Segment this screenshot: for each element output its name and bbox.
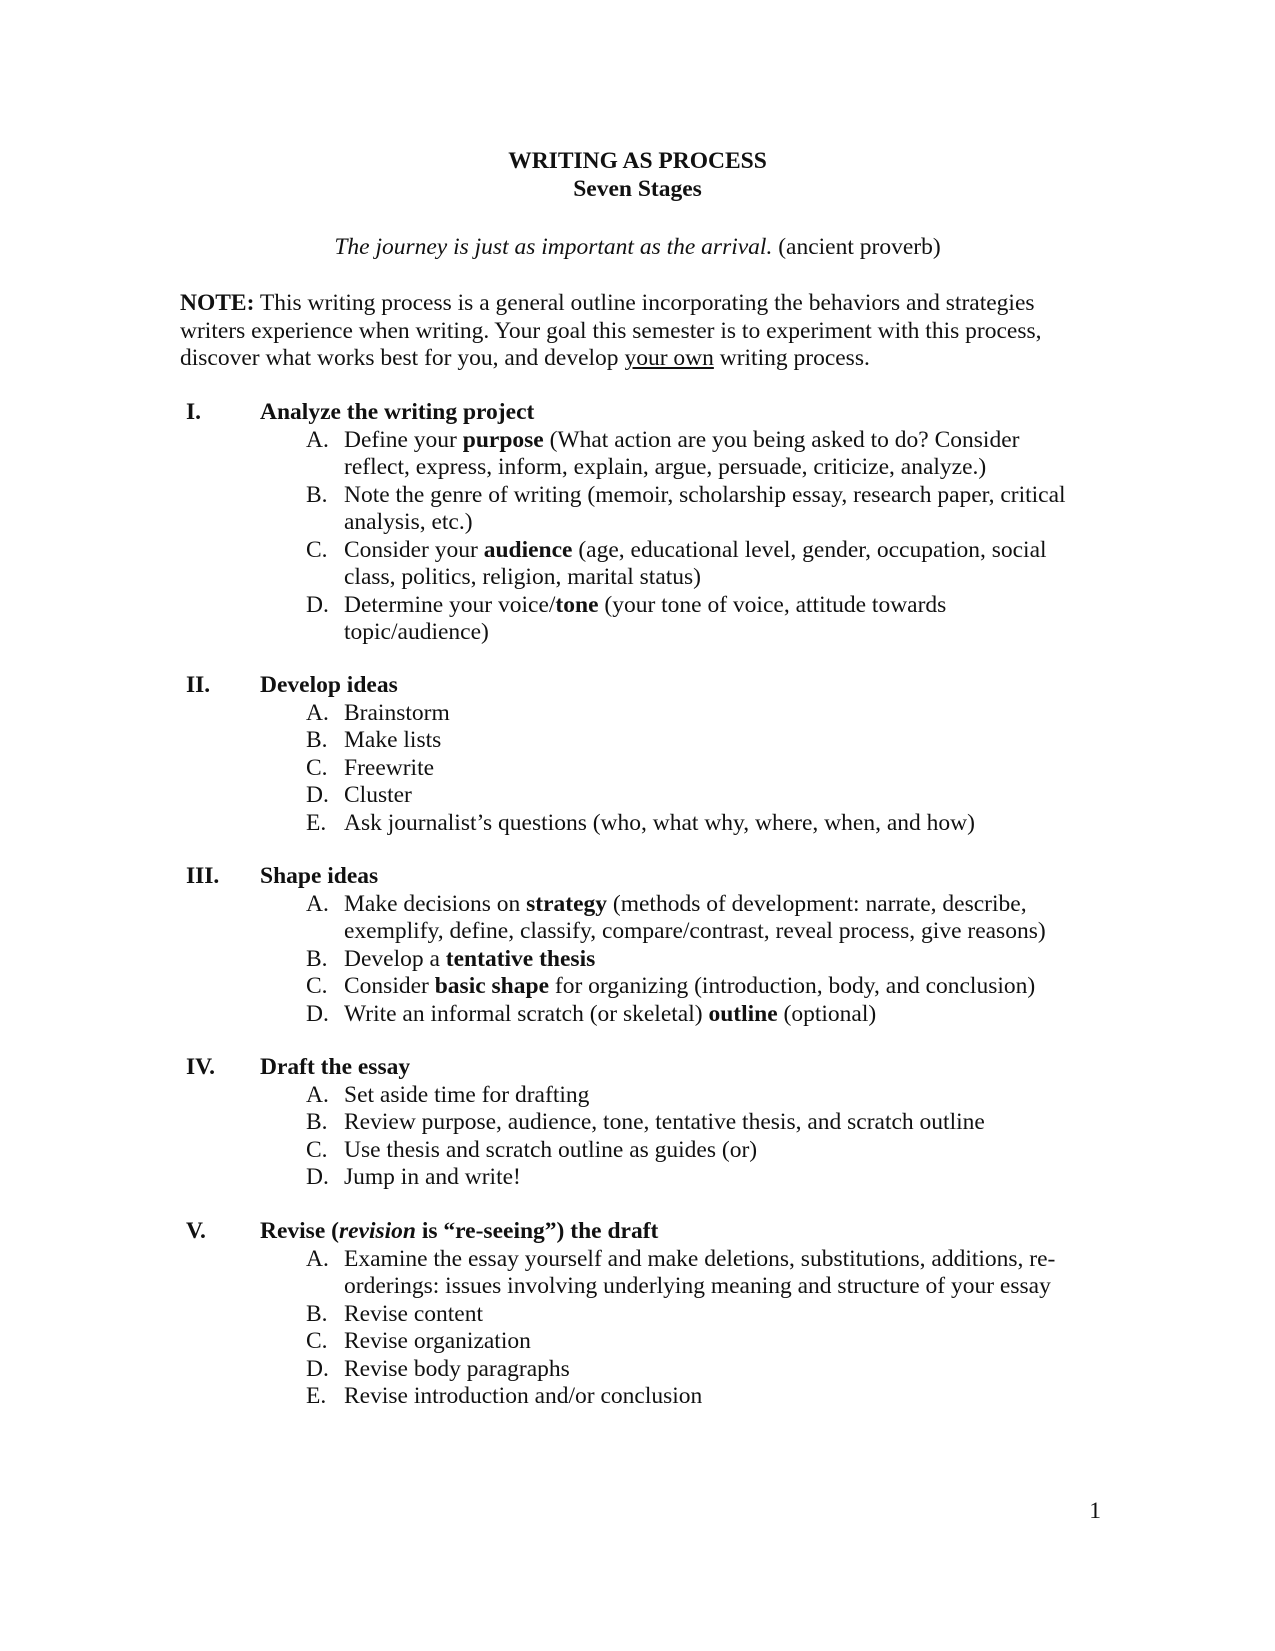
list-item-letter: B. [306, 945, 328, 972]
section-heading: Develop ideas [260, 672, 398, 698]
page-number: 1 [1089, 1498, 1101, 1524]
list-item [0, 1356, 1275, 1384]
item-key-term: outline [708, 1000, 778, 1027]
heading-text: is “re-seeing”) the draft [416, 1218, 659, 1244]
list-item [0, 755, 1275, 783]
list-item-letter: C. [306, 1136, 328, 1163]
item-text: Brainstorm [344, 699, 450, 726]
item-key-term: purpose [462, 426, 544, 453]
item-text: Develop a [344, 945, 446, 972]
list-item-letter: B. [306, 1109, 328, 1135]
note-text-line-3-start: discover what works best for you, and develop [180, 345, 625, 371]
section-numeral: I. [186, 399, 202, 425]
section-numeral: V. [186, 1218, 206, 1244]
item-text: Review purpose, audience, tone, tentative thesis, and scratch outline [344, 1109, 985, 1135]
item-key-term: tentative thesis [445, 945, 596, 972]
note-paragraph [180, 290, 1110, 373]
list-item [0, 1246, 1275, 1301]
item-text: Freewrite [344, 754, 435, 781]
item-text: Revise introduction and/or conclusion [344, 1383, 703, 1409]
heading-italic-term: revision [338, 1218, 416, 1244]
list-item [0, 782, 1275, 810]
list-item-letter: A. [306, 699, 329, 726]
section-heading [260, 1218, 658, 1246]
list-item-letter: A. [306, 890, 329, 917]
section-revise [0, 1218, 1275, 1411]
list-item [0, 482, 1275, 537]
item-text: Note the genre of writing (memoir, scholarship essay, research paper, critical [344, 481, 1066, 508]
item-text: Revise content [344, 1300, 484, 1327]
list-item [0, 537, 1275, 592]
list-item-letter: C. [306, 1328, 328, 1354]
section-shape [0, 863, 1275, 1028]
item-text: Consider your [344, 536, 484, 563]
list-item-letter: C. [306, 754, 328, 781]
item-text-continued: topic/audience) [344, 619, 489, 645]
list-item-letter: B. [306, 481, 328, 508]
item-key-term: basic shape [434, 973, 549, 999]
list-item [0, 973, 1275, 1001]
item-text: Make decisions on [344, 890, 527, 917]
list-item-letter: D. [306, 782, 329, 808]
section-heading: Shape ideas [260, 863, 379, 889]
list-item [0, 1109, 1275, 1137]
list-item [0, 1082, 1275, 1110]
list-item-letter: C. [306, 536, 328, 563]
list-item [0, 1001, 1275, 1029]
item-text-continued: orderings: issues involving underlying meaning and structure of your essay [344, 1273, 1051, 1299]
list-item [0, 946, 1275, 974]
list-item-letter: D. [306, 1000, 329, 1027]
list-item [0, 700, 1275, 728]
item-text: Use thesis and scratch outline as guides (or) [344, 1136, 758, 1163]
item-key-term: tone [555, 591, 599, 618]
item-text: Make lists [344, 727, 442, 753]
section-numeral: II. [186, 672, 211, 698]
section-numeral: IV. [186, 1054, 215, 1080]
item-text: Revise body paragraphs [344, 1355, 570, 1382]
list-item-letter: A. [306, 1081, 329, 1108]
item-text-continued: reflect, express, inform, explain, argue, persuade, criticize, analyze.) [344, 454, 987, 480]
list-item [0, 1301, 1275, 1329]
note-underlined-text: your own [624, 345, 714, 371]
epigraph [0, 234, 1275, 262]
list-item [0, 891, 1275, 946]
note-text-line-1: This writing process is a general outline incorporating the behaviors and strategies [254, 290, 1035, 316]
heading-text: Revise ( [260, 1218, 339, 1244]
item-text: (What action are you being asked to do? Consider [543, 426, 1020, 453]
note-label: NOTE: [180, 290, 255, 316]
list-item-letter: E. [306, 809, 327, 836]
item-text: (your tone of voice, attitude towards [598, 591, 947, 618]
list-item-letter: A. [306, 426, 329, 453]
epigraph-attribution: (ancient proverb) [778, 234, 941, 260]
item-text: Determine your voice/ [344, 591, 556, 618]
item-text: (methods of development: narrate, describe, [607, 890, 1027, 917]
section-heading: Analyze the writing project [260, 399, 535, 425]
section-heading: Draft the essay [260, 1054, 411, 1080]
list-item-letter: E. [306, 1383, 327, 1409]
item-text: (age, educational level, gender, occupation, social [572, 536, 1047, 563]
list-item [0, 727, 1275, 755]
item-text: Consider [344, 973, 435, 999]
document-title: WRITING AS PROCESS [508, 148, 767, 174]
list-item-letter: D. [306, 1355, 329, 1382]
list-item [0, 1328, 1275, 1356]
epigraph-quote: The journey is just as important as the arrival. [334, 234, 773, 260]
list-item [0, 592, 1275, 647]
note-text-line-2: writers experience when writing. Your goal this semester is to experiment with this process, [180, 317, 1042, 344]
item-text: Cluster [344, 782, 412, 808]
list-item [0, 1164, 1275, 1192]
item-text-continued: analysis, etc.) [344, 509, 473, 535]
item-text: Revise organization [344, 1328, 531, 1354]
section-numeral: III. [186, 863, 220, 889]
list-item-letter: D. [306, 591, 329, 618]
list-item-letter: B. [306, 727, 328, 753]
item-text-continued: class, politics, religion, marital status) [344, 564, 701, 590]
item-text: Set aside time for drafting [344, 1081, 590, 1108]
list-item [0, 427, 1275, 482]
note-text-line-3-end: writing process. [713, 345, 870, 371]
item-text-continued: exemplify, define, classify, compare/contrast, reveal process, give reasons) [344, 918, 1046, 944]
list-item-letter: A. [306, 1245, 329, 1272]
list-item [0, 1383, 1275, 1411]
document-subtitle: Seven Stages [573, 175, 702, 202]
item-text: Examine the essay yourself and make deletions, substitutions, additions, re- [344, 1245, 1056, 1272]
section-analyze [0, 399, 1275, 647]
item-text: Ask journalist’s questions (who, what why, where, when, and how) [344, 809, 975, 836]
item-key-term: strategy [526, 890, 608, 917]
section-develop [0, 672, 1275, 837]
list-item [0, 1137, 1275, 1165]
list-item-letter: C. [306, 973, 328, 999]
item-key-term: audience [483, 536, 573, 563]
section-draft [0, 1054, 1275, 1192]
item-text: Jump in and write! [344, 1164, 521, 1190]
item-text: for organizing (introduction, body, and conclusion) [549, 973, 1036, 999]
list-item-letter: D. [306, 1164, 329, 1190]
item-text: Write an informal scratch (or skeletal) [344, 1000, 709, 1027]
list-item-letter: B. [306, 1300, 328, 1327]
item-text: Define your [344, 426, 463, 453]
title-block [0, 148, 1275, 203]
item-text: (optional) [777, 1000, 877, 1027]
list-item [0, 810, 1275, 838]
